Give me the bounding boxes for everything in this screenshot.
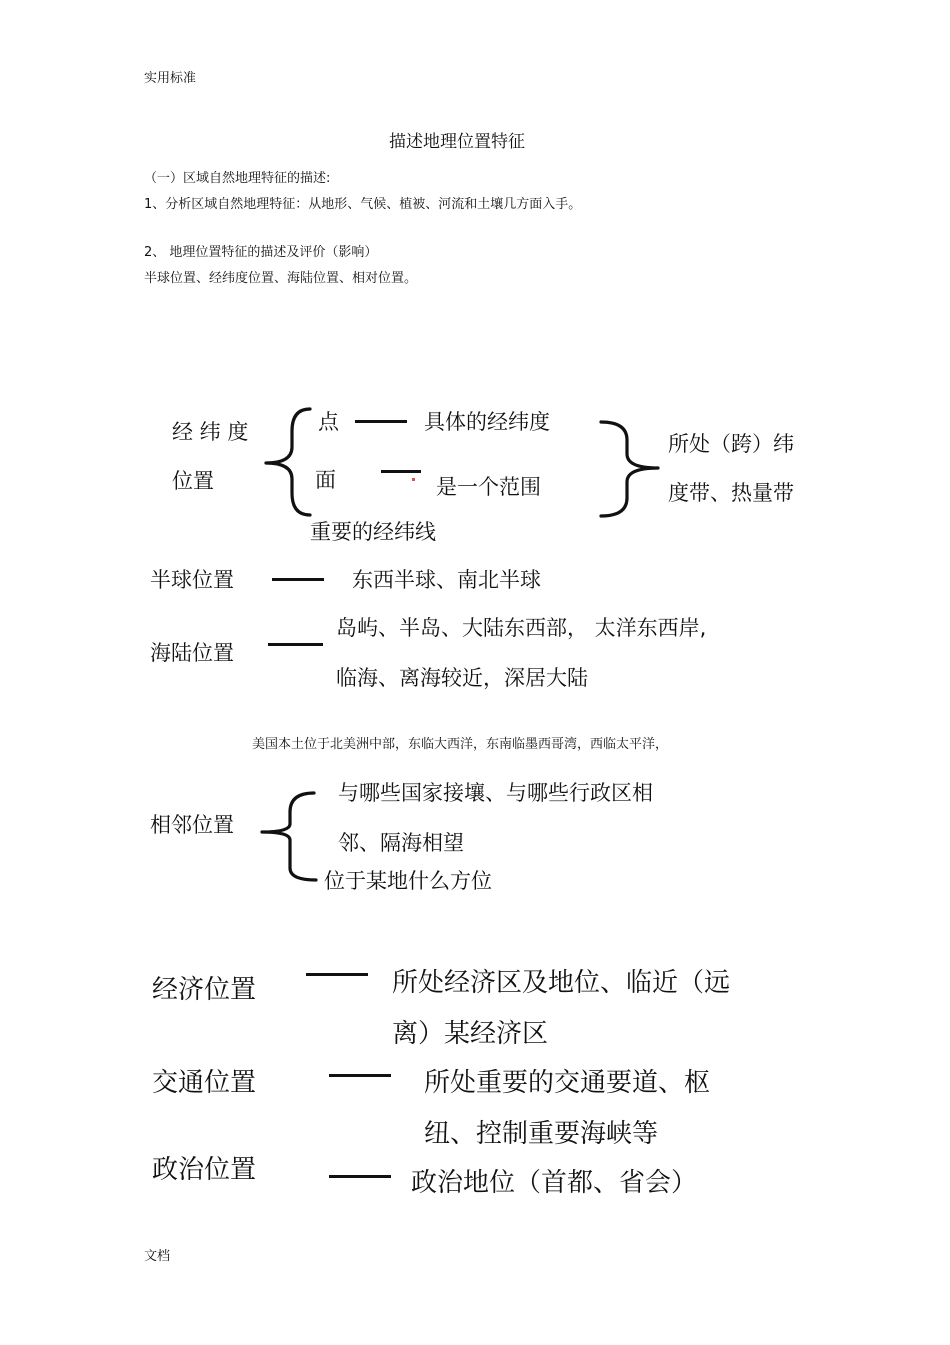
transport-label: 交通位置 (152, 1068, 257, 1098)
latlon-label-line2: 位置 (172, 469, 214, 493)
transport-desc-line1: 所处重要的交通要道、枢 (424, 1068, 711, 1098)
adjacent-desc-line3: 位于某地什么方位 (324, 869, 492, 893)
adjacent-desc-line1: 与哪些国家接壤、与哪些行政区相 (338, 781, 653, 805)
landsea-label: 海陆位置 (150, 641, 234, 665)
left-brace-icon (258, 405, 318, 520)
landsea-dash (268, 643, 323, 646)
latlon-result-line2: 度带、热量带 (668, 481, 794, 505)
adjacent-brace-icon (256, 788, 322, 888)
adjacent-label: 相邻位置 (150, 813, 234, 837)
economic-dash (306, 973, 368, 976)
political-label: 政治位置 (152, 1155, 257, 1185)
stray-mark (412, 478, 415, 481)
transport-desc-line2: 纽、控制重要海峡等 (424, 1119, 659, 1149)
intro-item-1: 1、分析区域自然地理特征：从地形、气候、植被、河流和土壤几方面入手。 (144, 197, 582, 212)
point-label: 点 (318, 410, 339, 434)
point-dash (355, 420, 407, 423)
political-desc: 政治地位（首都、省会） (411, 1168, 698, 1198)
political-dash (329, 1175, 391, 1178)
page-title: 描述地理位置特征 (389, 132, 525, 152)
hemisphere-label: 半球位置 (150, 568, 234, 592)
economic-label: 经济位置 (152, 975, 257, 1005)
important-lines: 重要的经纬线 (310, 520, 436, 544)
area-dash (381, 470, 421, 473)
landsea-desc-line2: 临海、离海较近，深居大陆 (336, 666, 588, 690)
example-text: 美国本土位于北美洲中部，东临大西洋，东南临墨西哥湾，西临太平洋， (252, 737, 669, 752)
point-desc: 具体的经纬度 (424, 410, 550, 434)
area-label: 面 (315, 468, 336, 492)
page-footer: 文档 (144, 1249, 171, 1264)
hemisphere-dash (272, 578, 324, 581)
transport-dash (329, 1074, 391, 1077)
right-brace-icon (598, 418, 664, 522)
latlon-label-line1: 经 纬 度 (172, 420, 249, 444)
intro-item-2: 2、 地理位置特征的描述及评价（影响） (144, 245, 378, 260)
latlon-result-line1: 所处（跨）纬 (668, 432, 794, 456)
section-heading: （一）区域自然地理特征的描述: (144, 171, 331, 186)
economic-desc-line2: 离）某经济区 (392, 1019, 549, 1049)
intro-types: 半球位置、经纬度位置、海陆位置、相对位置。 (144, 271, 418, 286)
page-header: 实用标准 (144, 71, 197, 86)
hemisphere-desc: 东西半球、南北半球 (352, 568, 541, 592)
landsea-desc-line1: 岛屿、半岛、大陆东西部， 太洋东西岸, (336, 616, 707, 640)
adjacent-desc-line2: 邻、隔海相望 (338, 831, 464, 855)
area-desc: 是一个范围 (436, 475, 541, 499)
economic-desc-line1: 所处经济区及地位、临近（远 (392, 968, 731, 998)
